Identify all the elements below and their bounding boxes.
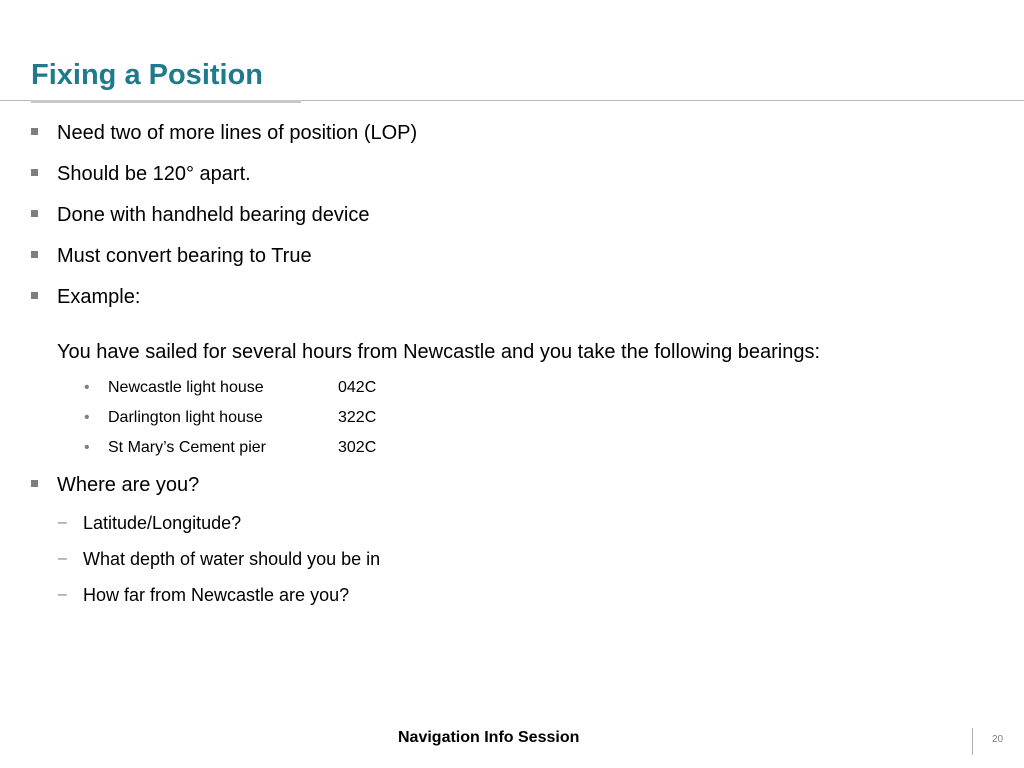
dash-bullet-icon: –: [58, 550, 67, 567]
square-bullet-icon: [31, 128, 38, 135]
dot-bullet-icon: •: [84, 409, 90, 426]
sub-question: Latitude/Longitude?: [83, 513, 242, 533]
square-bullet-icon: [31, 292, 38, 299]
sub-question: How far from Newcastle are you?: [83, 585, 350, 605]
footer-title: Navigation Info Session: [398, 729, 580, 746]
slide-title: Fixing a Position: [31, 59, 264, 91]
dash-bullet-icon: –: [58, 586, 67, 603]
page-number: 20: [992, 734, 1004, 745]
bullet-example: Example:: [57, 286, 141, 308]
square-bullet-icon: [31, 169, 38, 176]
footer-divider: [972, 728, 973, 755]
bearing-name: Newcastle light house: [108, 379, 264, 396]
bearing-value: 042C: [338, 379, 377, 396]
bullet-device: Done with handheld bearing device: [57, 204, 370, 226]
bearing-name: St Mary’s Cement pier: [108, 439, 266, 456]
bearing-value: 302C: [338, 439, 377, 456]
title-divider-accent: [31, 100, 301, 103]
example-paragraph: You have sailed for several hours from Newcastle and you take the following bearings:: [57, 341, 821, 363]
bullet-angle: Should be 120° apart.: [57, 163, 251, 185]
bullet-question: Where are you?: [57, 474, 200, 496]
dot-bullet-icon: •: [84, 439, 90, 456]
dash-bullet-icon: –: [58, 514, 67, 531]
dot-bullet-icon: •: [84, 379, 90, 396]
square-bullet-icon: [31, 480, 38, 487]
square-bullet-icon: [31, 210, 38, 217]
square-bullet-icon: [31, 251, 38, 258]
sub-question: What depth of water should you be in: [83, 549, 381, 569]
bearing-name: Darlington light house: [108, 409, 263, 426]
bearing-value: 322C: [338, 409, 377, 426]
bullet-convert: Must convert bearing to True: [57, 245, 312, 267]
bullet-lop: Need two of more lines of position (LOP): [57, 122, 418, 144]
